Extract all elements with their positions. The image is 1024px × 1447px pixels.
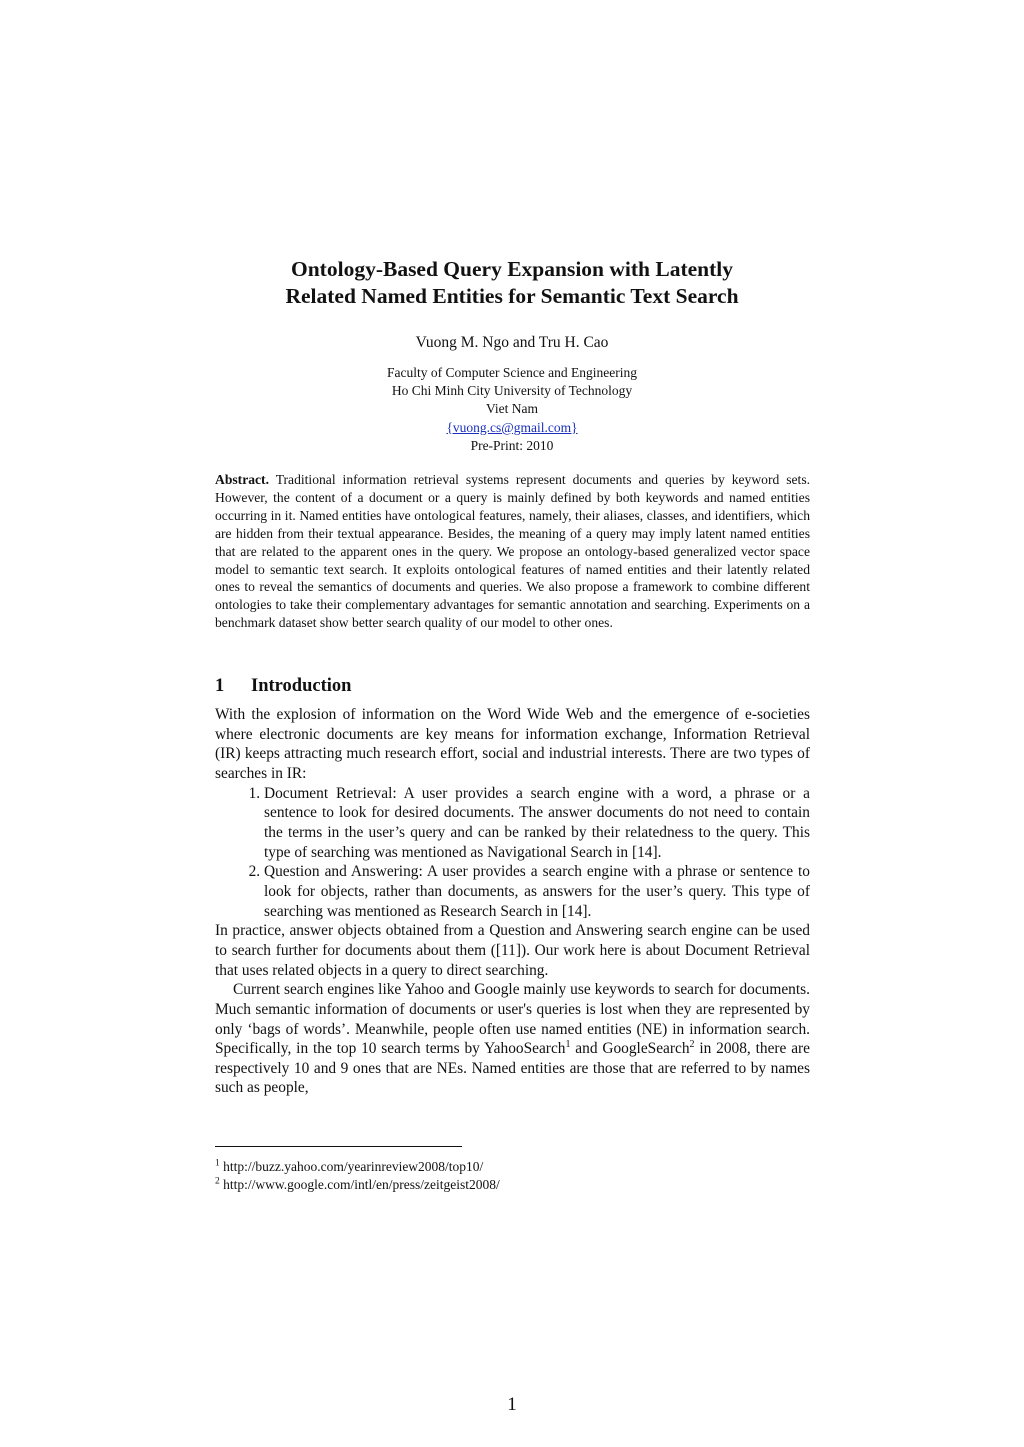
affiliation-faculty: Faculty of Computer Science and Engineering <box>386 365 638 380</box>
footnote-2: $^2$ http://www.google.com/intl/en/press/zeitgeist2008/ <box>215 1176 500 1192</box>
section-heading-introduction <box>215 674 351 698</box>
authors: Vuong M. Ngo and Tru H. Cao <box>415 334 609 351</box>
abstract-label: Abstract. <box>215 472 269 487</box>
title-line-1: Ontology-Based Query Expansion with Latently <box>291 257 733 281</box>
paragraph-3: Current search engines like Yahoo and Google mainly use keywords to search for documents. Much semantic information of documents or user's queries is lost when they are represented by only ‘bags of words’. Meanwhile, people often use named entities (NE) in information search. Specifically, in the top 10 search terms by YahooSearch$^1$ and GoogleSearch$^2$ in 2008, there are respectively 10 and 9 ones that are NEs. Named entities are those that are referred to by names such as people, <box>215 981 810 1097</box>
list-item-question-answering: 2. Question and Answering: A user provides a search engine with a phrase or sentence to look for objects, rather than documents, as answers for the user’s query. This type of searching was mentioned as Research Search in [14]. <box>264 862 810 921</box>
author-email-link[interactable]: {vuong.cs@gmail.com} <box>446 419 578 435</box>
list-item-document-retrieval: 1. Document Retrieval: A user provides a search engine with a word, a phrase or a sentence to look for desired documents. The answer documents do not need to contain the terms in the user’s query and can be ranked by their relatedness to the query. This type of searching was mentioned as Navigational Search in [14]. <box>264 784 810 863</box>
footnotes <box>215 1158 500 1194</box>
title-line-2: Related Named Entities for Semantic Text Search <box>285 284 739 308</box>
affiliation-country: Viet Nam <box>485 401 539 417</box>
footnote-1: $^1$ http://buzz.yahoo.com/yearinreview2008/top10/ <box>215 1158 484 1174</box>
abstract-text: Traditional information retrieval systems represent documents and queries by keyword sets. However, the content of a document or a query is mainly defined by both keywords and named entities occurring in it. Named entities have ontological features, namely, their aliases, classes, and identifiers, which are hidden from their textual appearance. Besides, the meaning of a query may imply latent named entities that are related to the apparent ones in the query. We propose an ontology-based generalized vector space model to semantic text search. It exploits ontological features of named entities and their latently related ones to reveal the semantics of documents and queries. We also propose a framework to combine different ontologies to take their complementary advantages for semantic annotation and searching. Experiments on a benchmark dataset show better search quality of our model to other ones. <box>215 472 811 631</box>
page-number: 1 <box>507 1394 517 1415</box>
footnote-ref-1[interactable]: 1 <box>565 1039 571 1051</box>
footnote-1-url[interactable]: http://buzz.yahoo.com/yearinreview2008/top10/ <box>223 1159 484 1174</box>
section-body <box>215 705 810 1098</box>
affiliation-block <box>212 364 812 455</box>
paper-title <box>212 256 812 310</box>
affiliation-university: Ho Chi Minh City University of Technology <box>391 383 633 399</box>
paragraph-2: In practice, answer objects obtained from a Question and Answering search engine can be used to search further for documents about them ([11]). Our work here is about Document Retrieval that uses related objects in a query to direct searching. <box>215 922 810 979</box>
footnote-divider <box>215 1146 462 1147</box>
section-title: Introduction <box>251 676 352 696</box>
section-number: 1 <box>215 676 225 696</box>
footnote-ref-2[interactable]: 2 <box>689 1039 695 1051</box>
preprint-note: Pre-Print: 2010 <box>470 437 554 453</box>
footnote-2-url[interactable]: http://www.google.com/intl/en/press/zeitgeist2008/ <box>223 1177 500 1192</box>
search-types-list <box>215 784 810 922</box>
paragraph-1: With the explosion of information on the Word Wide Web and the emergence of e-societies where electronic documents are key means for information exchange, Information Retrieval (IR) keeps attracting much research effort, social and industrial interests. There are two types of searches in IR: <box>215 706 810 782</box>
abstract <box>215 471 810 632</box>
